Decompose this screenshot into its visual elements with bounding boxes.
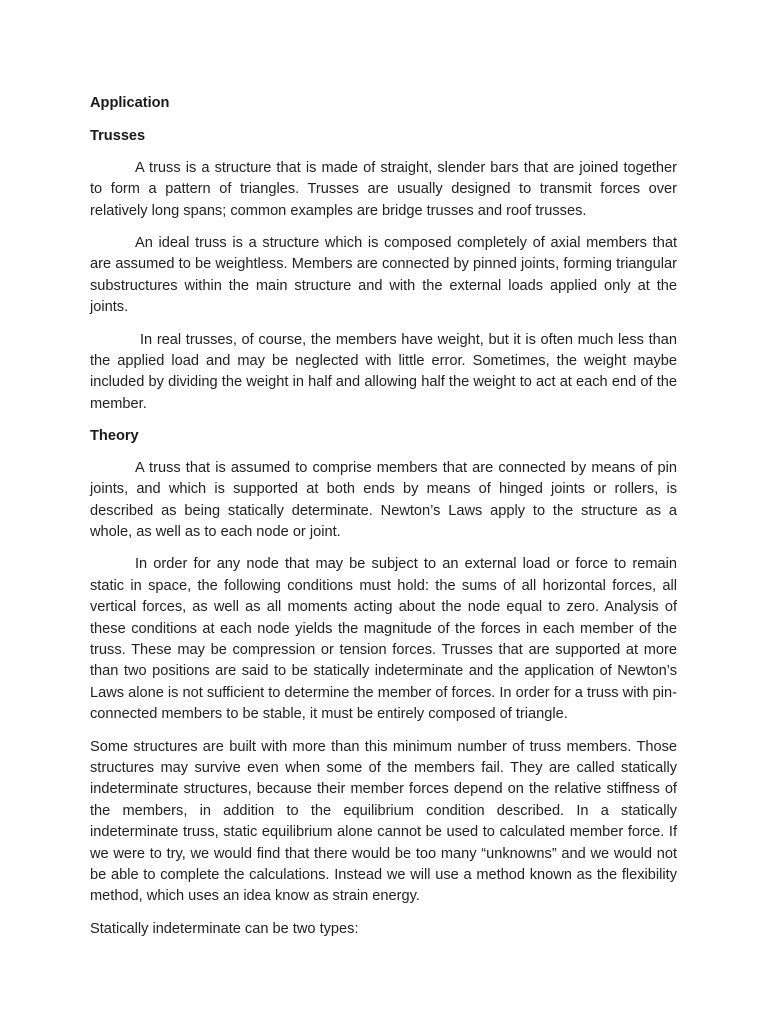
- paragraph-node-conditions: In order for any node that may be subject to an external load or force to remain static in space, the following conditions must hold: the sums of all horizontal forces, all vertical forces, as well as all moments acting about the node equal to zero. Analysis of these conditions at each node yields the magnitude of the forces in each member of the truss. These may be compression or tension forces. Trusses that are supported at more than two positions are said to be statically indeterminate and the application of Newton’s Laws alone is not sufficient to determine the member of forces. In order for a truss with pin-connected members to be stable, it must be entirely composed of triangle.: [90, 556, 677, 723]
- document-page: [90, 93, 677, 951]
- paragraph-real-trusses: In real trusses, of course, the members have weight, but it is often much less than the applied load and may be neglected with little error. Sometimes, the weight maybe included by dividing the weight in half and allowing half the weight to act at each end of the member.: [90, 331, 677, 412]
- paragraph-indeterminate-structures: Some structures are built with more than this minimum number of truss members. Those structures may survive even when some of the members fail. They are called statically indeterminate structures, because their member forces depend on the relative stiffness of the members, in addition to the equilibrium condition described. In a statically indeterminate truss, static equilibrium alone cannot be used to calculated member force. If we were to try, we would find that there would be too many “unknowns” and we would not be able to complete the calculations. Instead we will use a method known as the flexibility method, which uses an idea know as strain energy.: [90, 738, 677, 905]
- heading-application: Application: [90, 95, 170, 111]
- heading-trusses: Trusses: [90, 128, 146, 145]
- paragraph-two-types: Statically indeterminate can be two types:: [90, 920, 359, 937]
- paragraph-statically-determinate: A truss that is assumed to comprise members that are connected by means of pin joints, and which is supported at both ends by means of hinged joints or rollers, is described as being statically determinate. Newton’s Laws apply to the structure as a whole, as well as to each node or joint.: [90, 459, 677, 540]
- heading-theory: Theory: [90, 428, 139, 445]
- paragraph-ideal-truss: An ideal truss is a structure which is composed completely of axial members that are assumed to be weightless. Members are connected by pinned joints, forming triangular substructures within the main structure and with the external loads applied only at the joints.: [90, 235, 677, 316]
- paragraph-truss-definition: A truss is a structure that is made of straight, slender bars that are joined together to form a pattern of triangles. Trusses are usually designed to transmit forces over relatively long spans; common examples are bridge trusses and roof trusses.: [90, 159, 677, 219]
